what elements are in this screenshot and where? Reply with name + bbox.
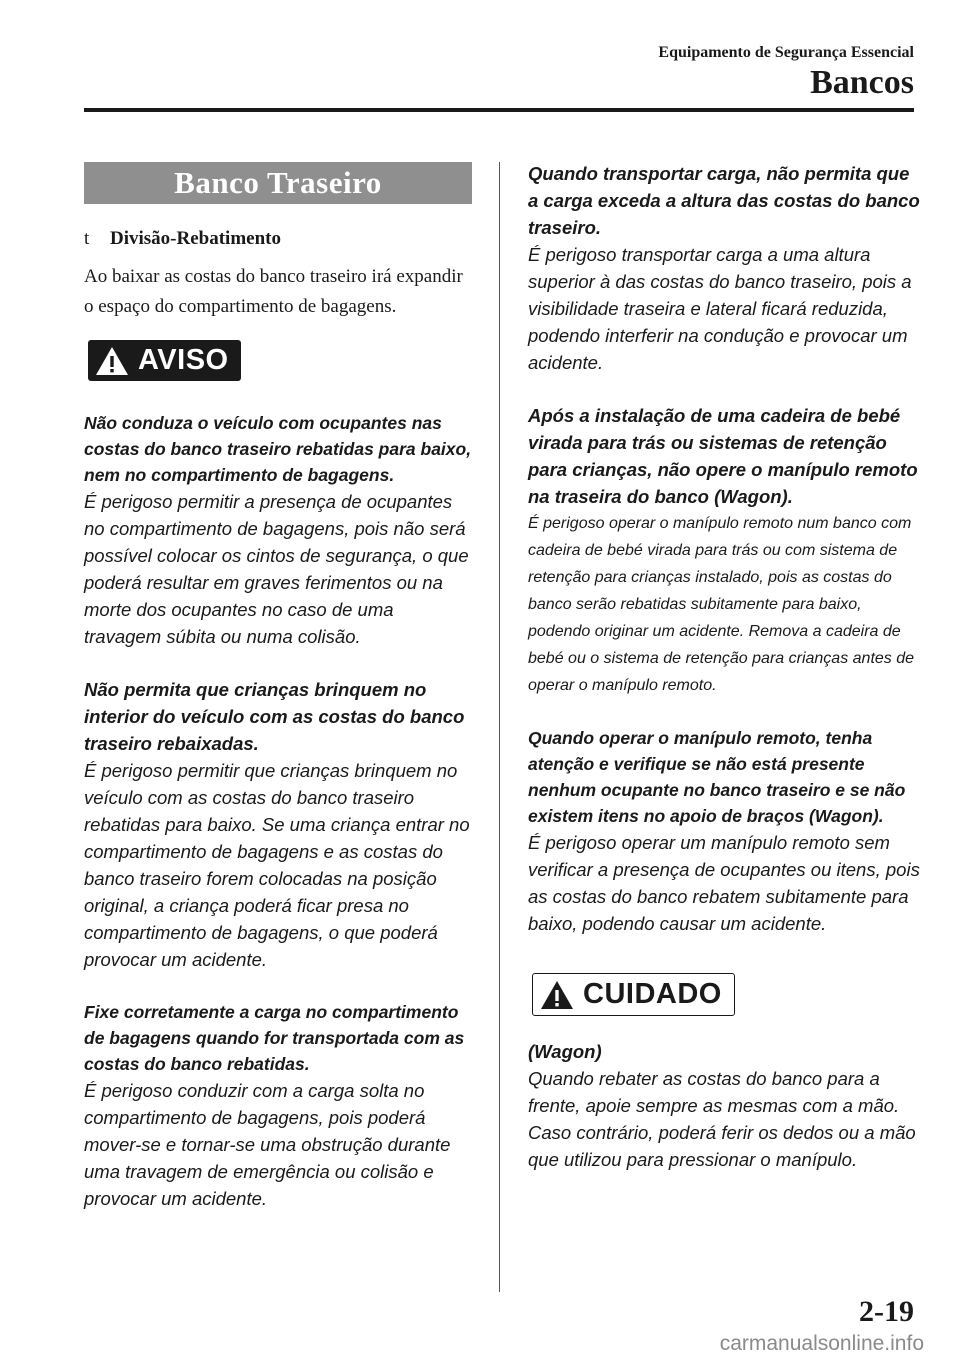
column-divider <box>499 162 500 1292</box>
caution-item <box>528 1038 920 1173</box>
warning-item <box>84 999 472 1212</box>
watermark: carmanualsonline.info <box>719 1332 924 1355</box>
warning-body: É perigoso operar o manípulo remoto num banco com cadeira de bebé virada para trás ou com sistema de retenção para crianças instalado, pois as costas do banco serão rebatidas subitamente para baixo, podendo originar um acidente. Remova a cadeira de bebé ou o sistema de retenção para crianças antes de operar o manípulo remoto. <box>528 515 915 694</box>
warning-body: É perigoso operar um manípulo remoto sem verificar a presença de ocupantes ou itens, pois as costas do banco rebatem subitamente para baixo, podendo causar um acidente. <box>528 832 920 934</box>
running-header-chapter: Equipamento de Segurança Essencial <box>658 44 914 61</box>
warning-body: É perigoso transportar carga a uma altura superior à das costas do banco traseiro, pois a visibilidade traseira e lateral ficará reduzida, podendo interferir na condução e provocar um acidente. <box>528 244 912 373</box>
warning-lead: Após a instalação de uma cadeira de bebé virada para trás ou sistemas de retenção para crianças, não opere o manípulo remoto na traseira do banco (Wagon). <box>528 405 918 507</box>
warning-label: AVISO <box>138 344 229 376</box>
caution-label: CUIDADO <box>583 978 722 1010</box>
bullet-icon: t <box>84 228 90 249</box>
running-header-section: Bancos <box>810 64 914 101</box>
caution-badge <box>532 973 735 1016</box>
caution-lead: (Wagon) <box>528 1041 602 1062</box>
warning-item <box>528 160 920 376</box>
caution-triangle-icon <box>539 979 575 1011</box>
warning-lead: Não conduza o veículo com ocupantes nas costas do banco traseiro rebatidas para baixo, nem no compartimento de bagagens. <box>84 412 472 485</box>
right-column <box>528 160 920 1173</box>
warning-item <box>84 676 472 973</box>
warning-body: É perigoso conduzir com a carga solta no compartimento de bagagens, pois poderá mover-se e tornar-se uma obstrução durante uma travagem de emergência ou colisão e provocar um acidente. <box>84 1079 451 1209</box>
caution-body: Quando rebater as costas do banco para a frente, apoie sempre as mesmas com a mão. Caso contrário, poderá ferir os dedos ou a mão que utilizou para pressionar o manípulo. <box>528 1068 916 1170</box>
warning-lead: Não permita que crianças brinquem no interior do veículo com as costas do banco traseiro rebaixadas. <box>84 678 465 754</box>
warning-lead: Quando operar o manípulo remoto, tenha atenção e verifique se não está presente nenhum ocupante no banco traseiro e se não existem itens no apoio de braços (Wagon). <box>528 728 906 826</box>
warning-item <box>84 410 472 650</box>
left-column <box>84 162 472 1212</box>
warning-item <box>528 725 920 937</box>
warning-body: É perigoso permitir que crianças brinquem no veículo com as costas do banco traseiro rebatidas para baixo. Se uma criança entrar no compartimento de bagagens e as costas do banco traseiro forem colocadas na posição original, a criança poderá ficar presa no compartimento de bagagens, o que poderá provocar um acidente. <box>84 759 470 970</box>
warning-triangle-icon <box>94 345 130 377</box>
section-title-bar: Banco Traseiro <box>84 162 472 204</box>
subheading-text: Divisão-Rebatimento <box>110 228 281 249</box>
warning-lead: Quando transportar carga, não permita que a carga exceda a altura das costas do banco traseiro. <box>528 163 920 238</box>
warning-item <box>528 402 920 699</box>
page-number: 2-19 <box>859 1295 914 1328</box>
warning-lead: Fixe corretamente a carga no compartimento de bagagens quando for transportada com as costas do banco rebatidas. <box>84 1001 465 1074</box>
warning-body: É perigoso permitir a presença de ocupantes no compartimento de bagagens, pois não será possível colocar os cintos de segurança, o que poderá resultar em graves ferimentos ou na morte dos ocupantes no caso de uma travagem súbita ou numa colisão. <box>84 490 469 647</box>
header-rule <box>84 108 914 112</box>
intro-paragraph: Ao baixar as costas do banco traseiro irá expandir o espaço do compartimento de bagagens. <box>84 266 463 317</box>
subheading <box>84 228 472 250</box>
warning-badge <box>88 340 241 381</box>
